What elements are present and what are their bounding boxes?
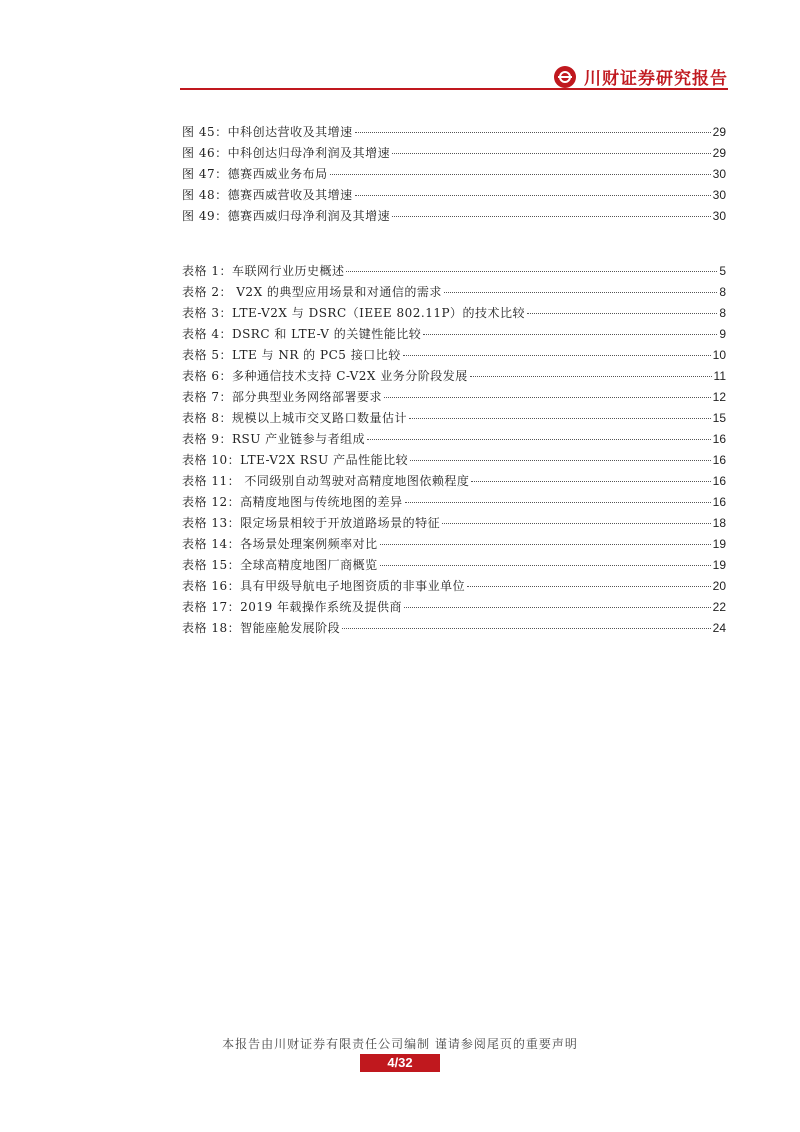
table-page-number: 19 [712, 558, 726, 572]
dot-leader [342, 628, 711, 629]
dot-leader [423, 334, 717, 335]
table-entry[interactable] [182, 618, 726, 639]
table-title: 表格 4：DSRC 和 LTE-V 的关键性能比较 [182, 327, 422, 341]
table-page-number: 15 [712, 411, 726, 425]
table-page-number: 16 [712, 495, 726, 509]
table-title: 表格 16：具有甲级导航电子地图资质的非事业单位 [182, 579, 466, 593]
dot-leader [384, 397, 711, 398]
dot-leader [355, 195, 711, 196]
table-entry[interactable] [182, 555, 726, 576]
header-brand [554, 64, 728, 89]
table-page-number: 10 [712, 348, 726, 362]
figure-entry[interactable] [182, 122, 726, 143]
table-page-number: 18 [712, 516, 726, 530]
figure-entry[interactable] [182, 185, 726, 206]
table-entry[interactable] [182, 492, 726, 513]
table-title: 表格 10：LTE-V2X RSU 产品性能比较 [182, 453, 409, 467]
table-page-number: 16 [712, 474, 726, 488]
table-title: 表格 2： V2X 的典型应用场景和对通信的需求 [182, 285, 442, 299]
table-title: 表格 7：部分典型业务网络部署要求 [182, 390, 382, 404]
dot-leader [527, 313, 717, 314]
dot-leader [410, 460, 711, 461]
table-entry[interactable] [182, 387, 726, 408]
header-divider [180, 88, 728, 90]
table-entry[interactable] [182, 576, 726, 597]
dot-leader [471, 481, 710, 482]
table-page-number: 19 [712, 537, 726, 551]
figure-title: 图 46：中科创达归母净利润及其增速 [182, 146, 391, 160]
dot-leader [330, 174, 711, 175]
table-entry[interactable] [182, 282, 726, 303]
table-page-number: 12 [712, 390, 726, 404]
page-number-badge: 4/32 [360, 1054, 440, 1072]
dot-leader [405, 502, 711, 503]
figure-page-number: 29 [712, 125, 726, 139]
figure-title: 图 48：德赛西威营收及其增速 [182, 188, 353, 202]
dot-leader [409, 418, 711, 419]
dot-leader [404, 607, 711, 608]
table-title: 表格 1：车联网行业历史概述 [182, 264, 345, 278]
dot-leader [442, 523, 711, 524]
table-page-number: 16 [712, 453, 726, 467]
table-page-number: 24 [712, 621, 726, 635]
figure-title: 图 45：中科创达营收及其增速 [182, 125, 353, 139]
dot-leader [346, 271, 717, 272]
dot-leader [470, 376, 712, 377]
table-page-number: 5 [719, 264, 726, 278]
brand-logo-icon [554, 66, 576, 88]
table-entry[interactable] [182, 408, 726, 429]
table-entry[interactable] [182, 429, 726, 450]
table-entry[interactable] [182, 303, 726, 324]
table-entry[interactable] [182, 534, 726, 555]
figure-entry[interactable] [182, 206, 726, 227]
table-title: 表格 3：LTE-V2X 与 DSRC（IEEE 802.11P）的技术比较 [182, 306, 526, 320]
table-page-number: 11 [713, 369, 726, 383]
table-entry[interactable] [182, 366, 726, 387]
table-title: 表格 9：RSU 产业链参与者组成 [182, 432, 366, 446]
dot-leader [403, 355, 711, 356]
table-title: 表格 8：规模以上城市交叉路口数量估计 [182, 411, 407, 425]
table-title: 表格 18：智能座舱发展阶段 [182, 621, 341, 635]
dot-leader [380, 544, 711, 545]
figure-list [182, 122, 726, 227]
figure-page-number: 30 [712, 167, 726, 181]
figure-page-number: 30 [712, 188, 726, 202]
dot-leader [355, 132, 711, 133]
table-page-number: 9 [719, 327, 726, 341]
table-page-number: 16 [712, 432, 726, 446]
table-title: 表格 11： 不同级别自动驾驶对高精度地图依赖程度 [182, 474, 470, 488]
figure-entry[interactable] [182, 164, 726, 185]
table-page-number: 20 [712, 579, 726, 593]
table-page-number: 8 [719, 306, 726, 320]
table-entry[interactable] [182, 345, 726, 366]
table-title: 表格 12：高精度地图与传统地图的差异 [182, 495, 403, 509]
figure-page-number: 29 [712, 146, 726, 160]
table-entry[interactable] [182, 471, 726, 492]
dot-leader [444, 292, 717, 293]
dot-leader [392, 216, 711, 217]
table-title: 表格 6：多种通信技术支持 C-V2X 业务分阶段发展 [182, 369, 468, 383]
dot-leader [367, 439, 711, 440]
figure-title: 图 47：德赛西威业务布局 [182, 167, 328, 181]
table-title: 表格 17：2019 年载操作系统及提供商 [182, 600, 402, 614]
table-list [182, 261, 726, 639]
figure-title: 图 49：德赛西威归母净利润及其增速 [182, 209, 391, 223]
table-title: 表格 5：LTE 与 NR 的 PC5 接口比较 [182, 348, 401, 362]
table-title: 表格 13：限定场景相较于开放道路场景的特征 [182, 516, 441, 530]
footer-disclaimer: 本报告由川财证券有限责任公司编制 谨请参阅尾页的重要声明 [222, 1037, 578, 1051]
table-entry[interactable] [182, 261, 726, 282]
table-title: 表格 14：各场景处理案例频率对比 [182, 537, 378, 551]
dot-leader [467, 586, 711, 587]
table-entry[interactable] [182, 324, 726, 345]
table-page-number: 22 [712, 600, 726, 614]
table-page-number: 8 [719, 285, 726, 299]
dot-leader [380, 565, 711, 566]
figure-page-number: 30 [712, 209, 726, 223]
dot-leader [392, 153, 711, 154]
table-entry[interactable] [182, 513, 726, 534]
table-entry[interactable] [182, 597, 726, 618]
table-title: 表格 15：全球高精度地图厂商概览 [182, 558, 378, 572]
brand-name: 川财证券研究报告 [584, 69, 728, 89]
table-entry[interactable] [182, 450, 726, 471]
figure-entry[interactable] [182, 143, 726, 164]
